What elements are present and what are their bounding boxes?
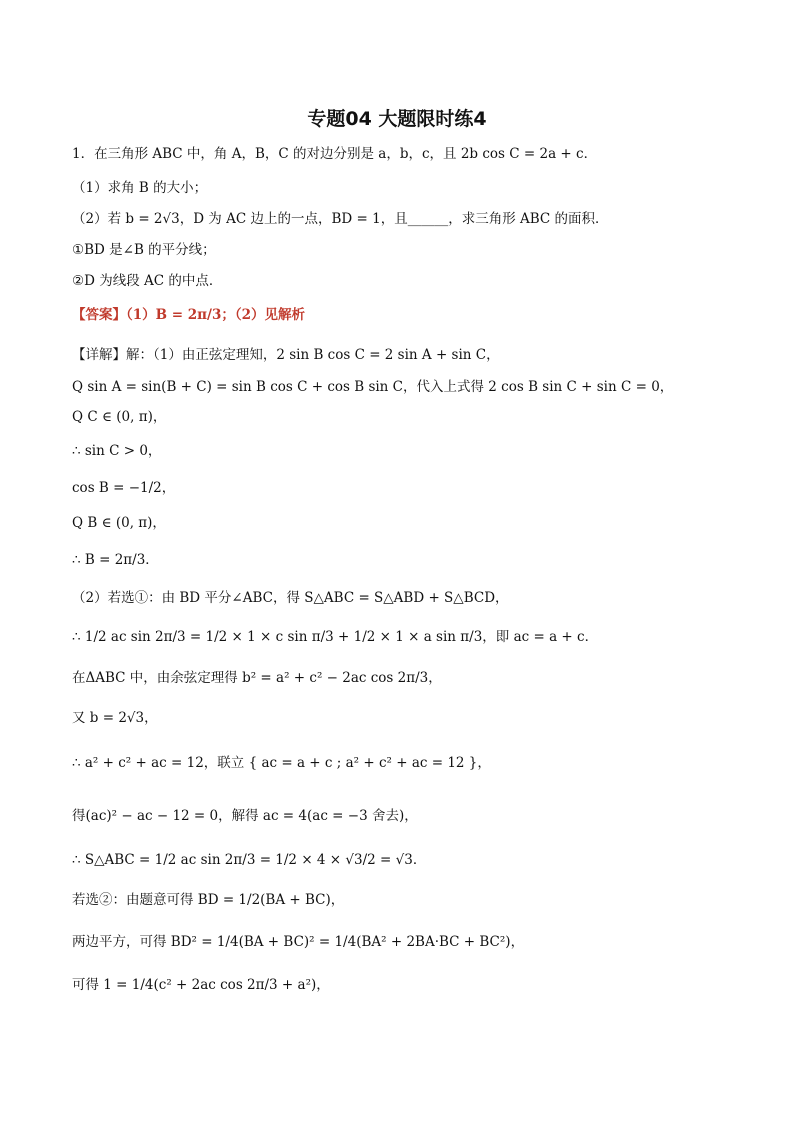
- solution-line: 又 b = 2√3，: [72, 710, 158, 726]
- page-title: 专题04 大题限时练4: [307, 108, 487, 130]
- solution-line: 得(ac)² − ac − 12 = 0，解得 ac = 4(ac = −3 舍去)，: [72, 808, 418, 824]
- answer-line: 【答案】（1）B = 2π/3；（2）见解析: [72, 307, 306, 323]
- solution-line: cos B = −1/2，: [72, 480, 176, 496]
- option-1: ①BD 是∠B 的平分线；: [72, 242, 216, 258]
- solution-line: 可得 1 = 1/4(c² + 2ac cos 2π/3 + a²)，: [72, 977, 330, 993]
- question-part-2: （2）若 b = 2√3，D 为 AC 边上的一点，BD = 1，且______，求三角形 ABC 的面积．: [72, 211, 609, 227]
- option-2: ②D 为线段 AC 的中点．: [72, 273, 223, 289]
- solution-line: Q sin A = sin(B + C) = sin B cos C + cos B sin C，代入上式得 2 cos B sin C + sin C = 0，: [72, 379, 674, 395]
- solution-line: （2）若选①：由 BD 平分∠ABC，得 S△ABC = S△ABD + S△BCD，: [72, 590, 509, 606]
- solution-line: 若选②：由题意可得 BD = 1/2(BA + BC)，: [72, 892, 345, 908]
- solution-line: Q C ∈ (0, π)，: [72, 409, 167, 425]
- solution-line: 在ΔABC 中，由余弦定理得 b² = a² + c² − 2ac cos 2π/3，: [72, 670, 442, 686]
- solution-line: ∴ B = 2π/3．: [72, 552, 159, 568]
- solution-line: 两边平方，可得 BD² = 1/4(BA + BC)² = 1/4(BA² + 2BA·BC + BC²)，: [72, 934, 525, 950]
- question-part-1: （1）求角 B 的大小；: [72, 180, 208, 196]
- solution-line: 【详解】解：（1）由正弦定理知，2 sin B cos C = 2 sin A + sin C，: [72, 347, 500, 363]
- solution-line: ∴ 1/2 ac sin 2π/3 = 1/2 × 1 × c sin π/3 + 1/2 × 1 × a sin π/3，即 ac = a + c．: [72, 629, 599, 645]
- solution-line: ∴ S△ABC = 1/2 ac sin 2π/3 = 1/2 × 4 × √3/2 = √3．: [72, 852, 427, 868]
- solution-line: ∴ sin C > 0，: [72, 443, 162, 459]
- solution-line: ∴ a² + c² + ac = 12，联立 { ac = a + c ; a² + c² + ac = 12 }，: [72, 755, 491, 771]
- problem-statement: 1．在三角形 ABC 中，角 A，B，C 的对边分别是 a，b，c，且 2b cos C = 2a + c．: [72, 146, 598, 162]
- solution-line: Q B ∈ (0, π)，: [72, 515, 166, 531]
